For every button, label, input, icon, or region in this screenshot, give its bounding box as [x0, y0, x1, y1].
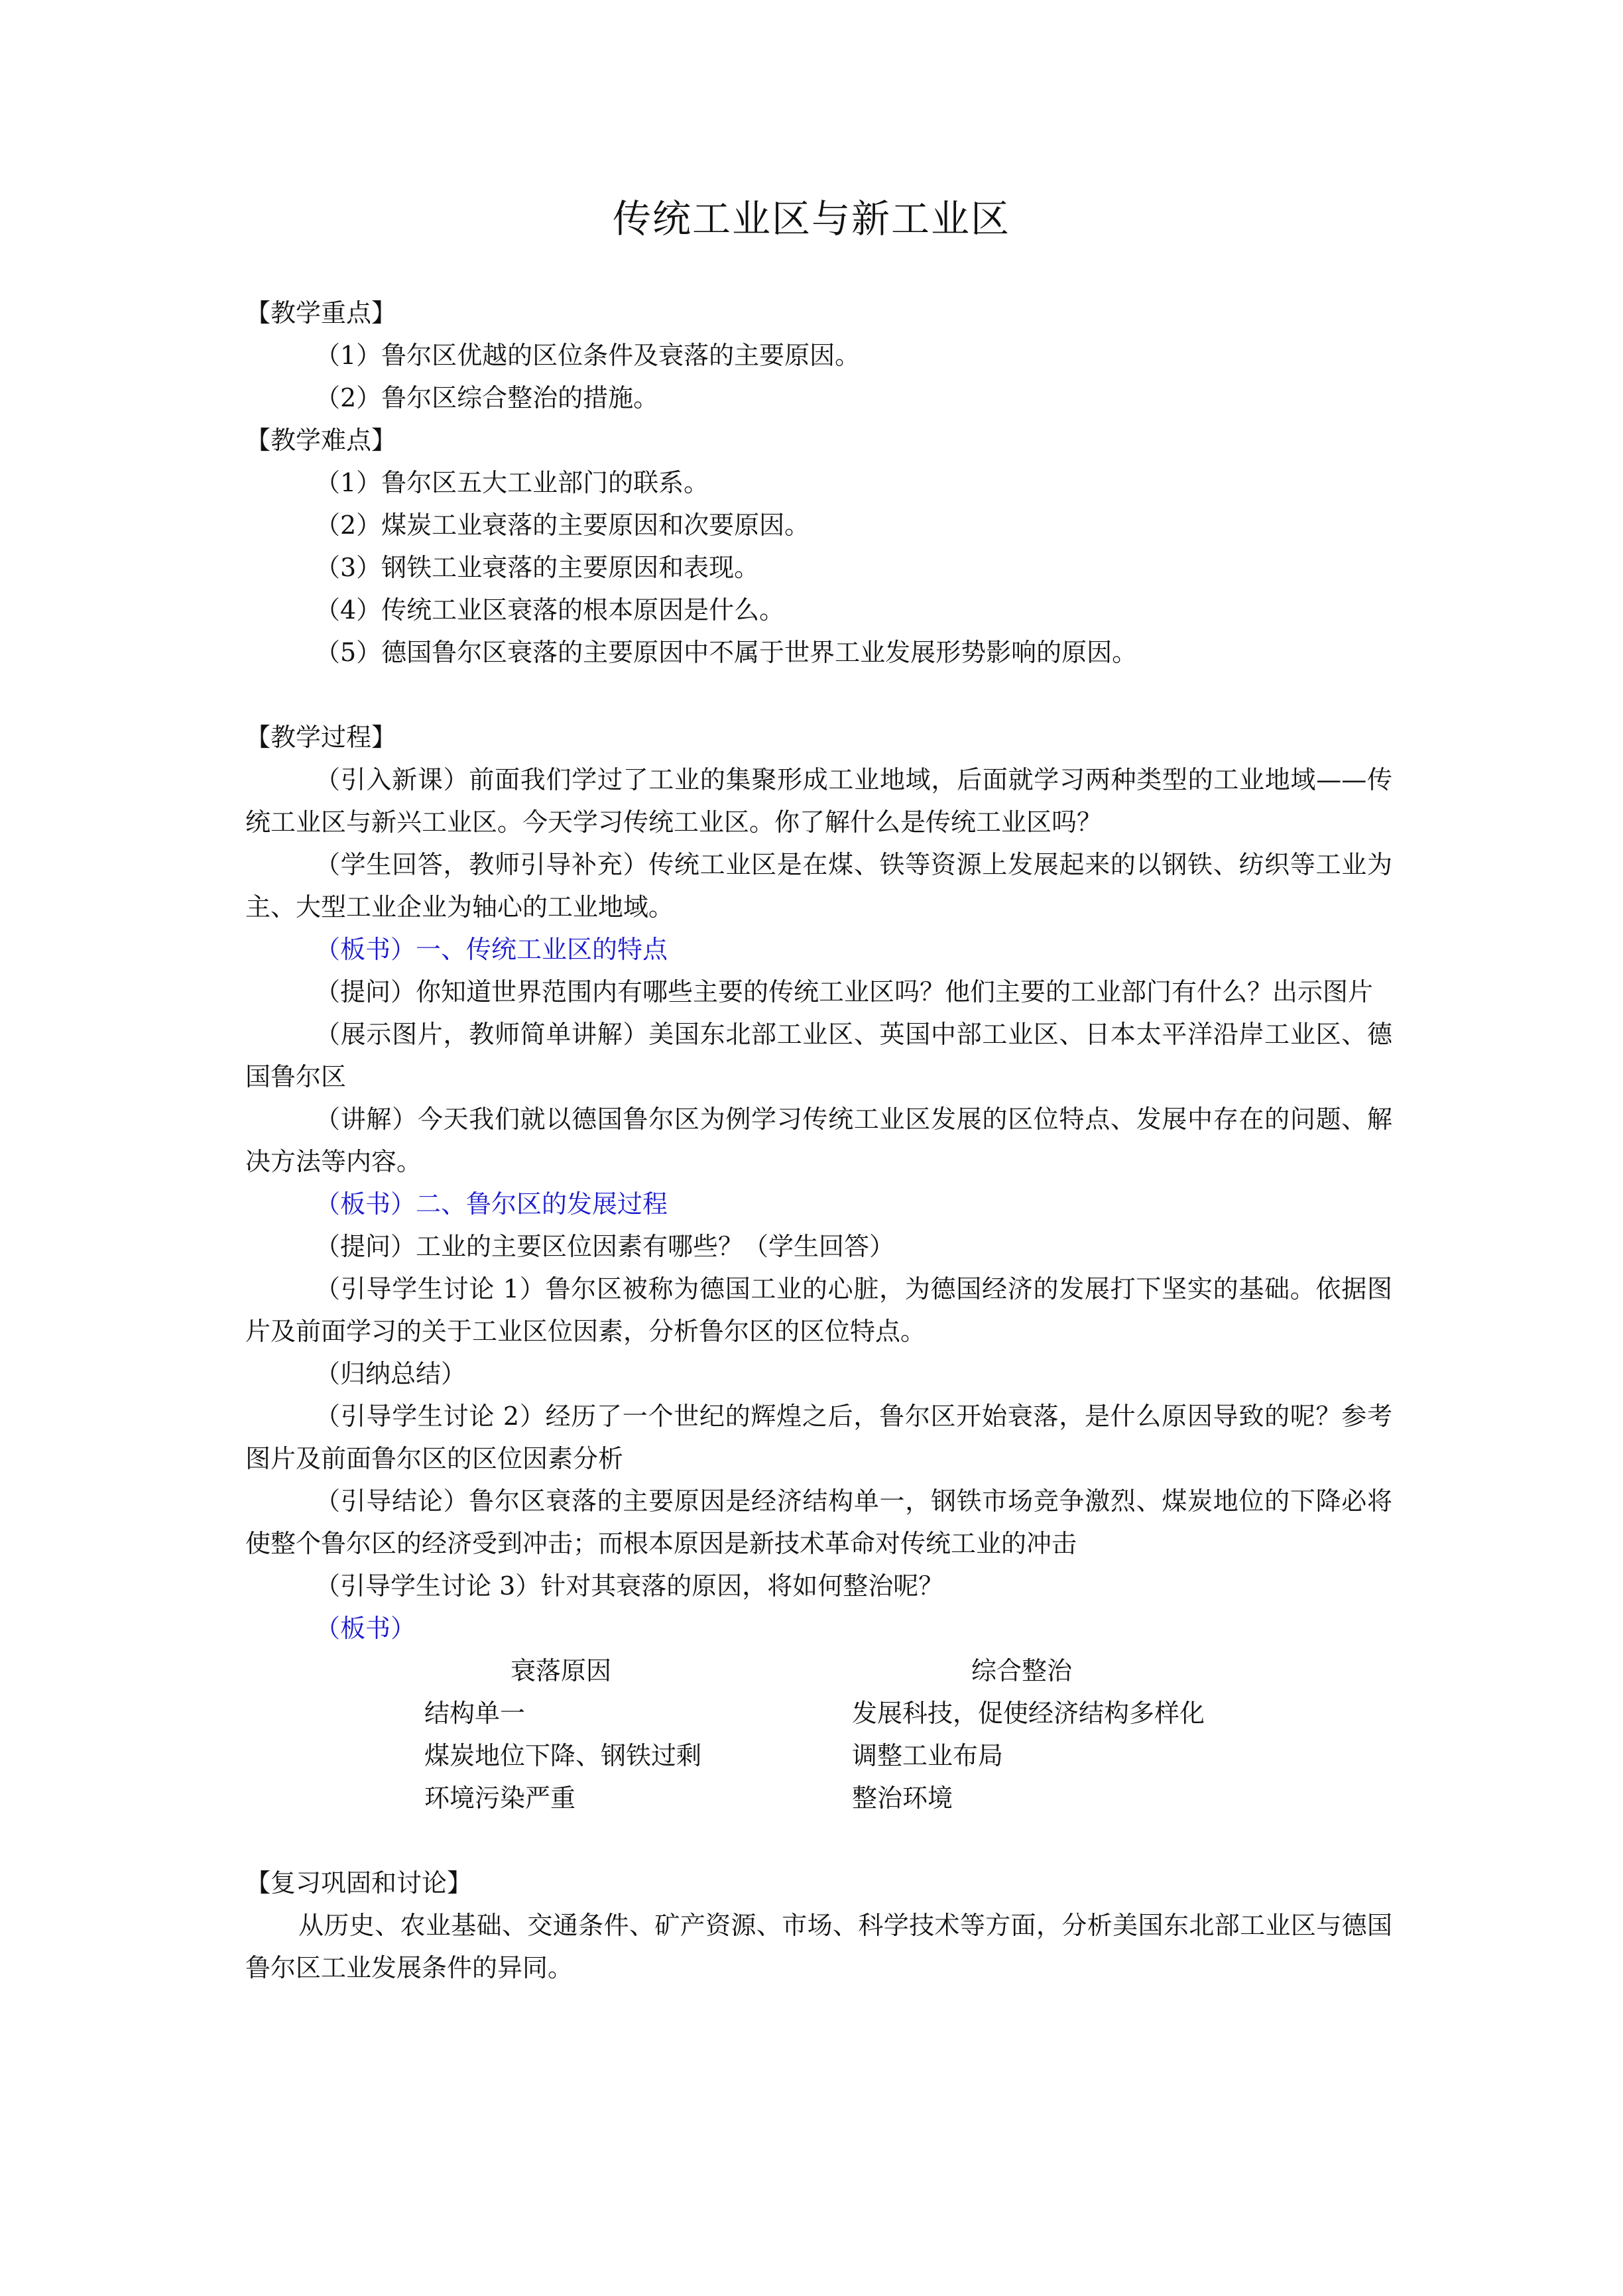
difficulties-heading: 【教学难点】 — [245, 426, 397, 455]
table-cell-remedy: 调整工业布局 — [852, 1741, 1004, 1770]
section-spacer — [245, 1819, 1392, 1862]
key-point-item: （1）鲁尔区优越的区位条件及衰落的主要原因。 — [315, 341, 861, 370]
board-note: （板书）二、鲁尔区的发展过程 — [315, 1189, 668, 1219]
difficulty-item: （4）传统工业区衰落的根本原因是什么。 — [315, 595, 785, 625]
board-note: （板书）一、传统工业区的特点 — [315, 935, 668, 964]
difficulty-item: （2）煤炭工业衰落的主要原因和次要原因。 — [315, 511, 810, 540]
document-title: 传统工业区与新工业区 — [612, 196, 1010, 241]
table-row — [245, 1777, 1392, 1819]
difficulty-item: （1）鲁尔区五大工业部门的联系。 — [315, 468, 709, 497]
board-note: （板书） — [315, 1614, 416, 1643]
table-cell-remedy: 整治环境 — [852, 1783, 953, 1813]
table-header-cause: 衰落原因 — [511, 1656, 612, 1685]
process-paragraph: （引入新课）前面我们学过了工业的集聚形成工业地域，后面就学习两种类型的工业地域——传统工业区与新兴工业区。今天学习传统工业区。你了解什么是传统工业区吗？ — [245, 765, 1392, 837]
process-paragraph: （归纳总结） — [315, 1359, 467, 1388]
table-cell-cause: 环境污染严重 — [424, 1783, 576, 1813]
difficulty-item: （3）钢铁工业衰落的主要原因和表现。 — [315, 553, 760, 582]
table-row — [245, 1734, 1392, 1777]
process-paragraph: （学生回答，教师引导补充）传统工业区是在煤、铁等资源上发展起来的以钢铁、纺织等工业为主、大型工业企业为轴心的工业地域。 — [245, 850, 1392, 922]
board-table — [245, 1650, 1392, 1819]
key-point-item: （2）鲁尔区综合整治的措施。 — [315, 383, 659, 412]
table-cell-remedy: 发展科技，促使经济结构多样化 — [852, 1699, 1205, 1728]
process-heading: 【教学过程】 — [245, 723, 397, 752]
section-spacer — [245, 674, 1392, 716]
process-paragraph: （引导学生讨论 1）鲁尔区被称为德国工业的心脏，为德国经济的发展打下坚实的基础。依据图片及前面学习的关于工业区位因素，分析鲁尔区的区位特点。 — [245, 1274, 1392, 1346]
process-paragraph: （讲解）今天我们就以德国鲁尔区为例学习传统工业区发展的区位特点、发展中存在的问题、解决方法等内容。 — [245, 1105, 1392, 1176]
process-paragraph: （引导学生讨论 2）经历了一个世纪的辉煌之后，鲁尔区开始衰落，是什么原因导致的呢？参考图片及前面鲁尔区的区位因素分析 — [245, 1402, 1392, 1473]
document-body — [245, 292, 1392, 1989]
process-paragraph: （提问）工业的主要区位因素有哪些？（学生回答） — [315, 1232, 895, 1261]
process-paragraph: （引导结论）鲁尔区衰落的主要原因是经济结构单一，钢铁市场竞争激烈、煤炭地位的下降必将使整个鲁尔区的经济受到冲击；而根本原因是新技术革命对传统工业的冲击 — [245, 1486, 1392, 1558]
table-header-row — [245, 1650, 1392, 1692]
process-paragraph: （引导学生讨论 3）针对其衰落的原因，将如何整治呢？ — [315, 1571, 944, 1601]
difficulty-item: （5）德国鲁尔区衰落的主要原因中不属于世界工业发展形势影响的原因。 — [315, 638, 1138, 667]
table-cell-cause: 煤炭地位下降、钢铁过剩 — [424, 1741, 702, 1770]
process-paragraph: （提问）你知道世界范围内有哪些主要的传统工业区吗？他们主要的工业部门有什么？出示图片 — [315, 977, 1374, 1006]
table-header-remedy: 综合整治 — [971, 1656, 1073, 1685]
review-paragraph: 从历史、农业基础、交通条件、矿产资源、市场、科学技术等方面，分析美国东北部工业区与德国鲁尔区工业发展条件的异同。 — [245, 1911, 1392, 1982]
key-points-heading: 【教学重点】 — [245, 298, 397, 328]
review-heading: 【复习巩固和讨论】 — [245, 1868, 473, 1898]
process-paragraph: （展示图片，教师简单讲解）美国东北部工业区、英国中部工业区、日本太平洋沿岸工业区、德国鲁尔区 — [245, 1020, 1392, 1091]
table-row — [245, 1692, 1392, 1734]
table-cell-cause: 结构单一 — [424, 1699, 526, 1728]
